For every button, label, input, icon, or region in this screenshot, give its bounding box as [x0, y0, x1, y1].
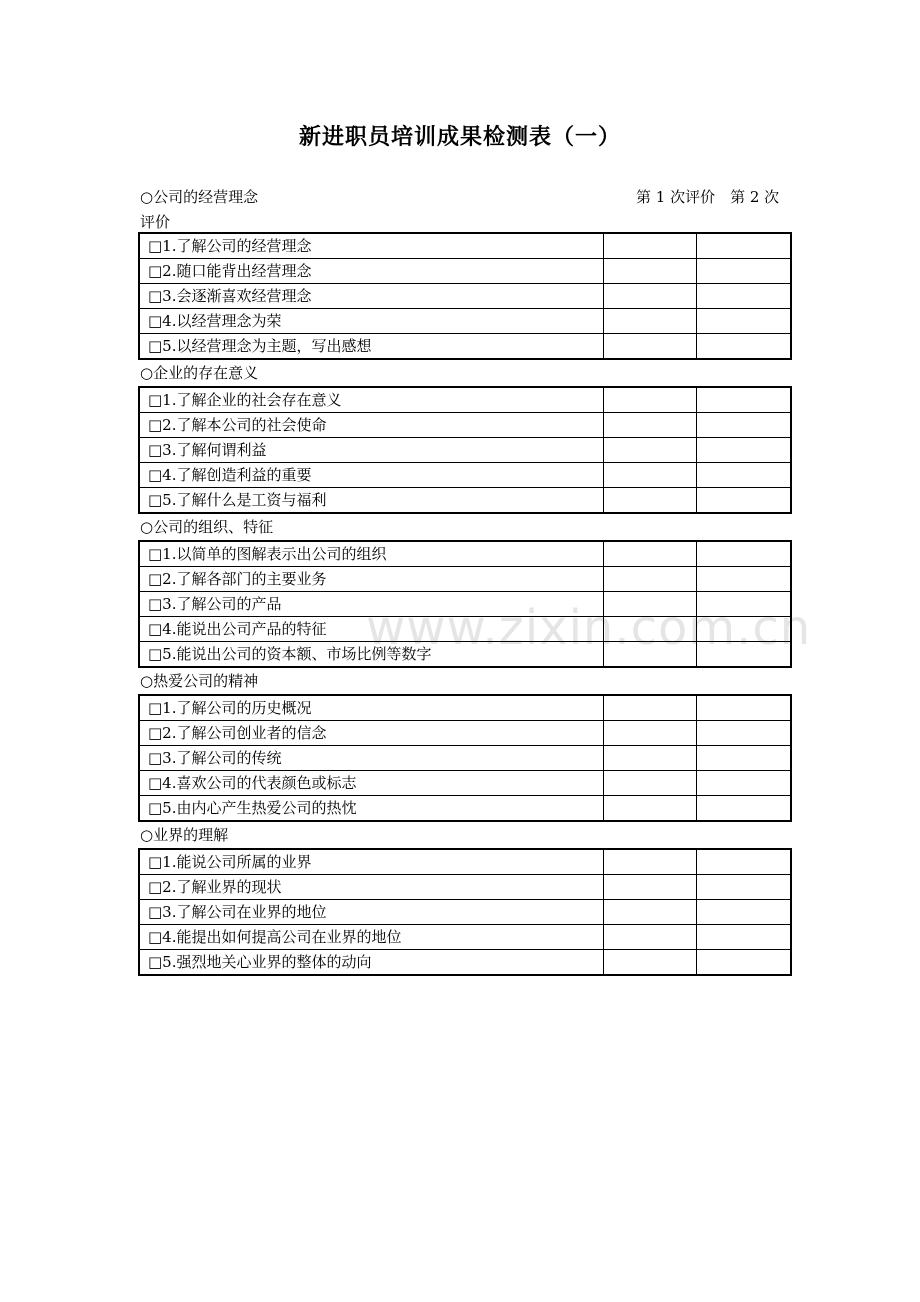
item-label: □1.了解公司的历史概况 [139, 695, 603, 721]
section-heading: ○热爱公司的精神 [140, 672, 259, 690]
second-evaluation-cell[interactable] [696, 438, 791, 463]
table-row [139, 309, 791, 334]
item-label: □3.会逐渐喜欢经营理念 [139, 284, 603, 309]
first-evaluation-cell[interactable] [603, 488, 696, 514]
second-evaluation-cell[interactable] [696, 541, 791, 567]
item-label: □3.了解公司在业界的地位 [139, 900, 603, 925]
second-evaluation-cell[interactable] [696, 334, 791, 360]
table-row [139, 695, 791, 721]
first-evaluation-cell[interactable] [603, 463, 696, 488]
section-heading: ○企业的存在意义 [140, 364, 259, 382]
section-heading: ○公司的组织、特征 [140, 518, 274, 536]
table-row [139, 796, 791, 822]
second-evaluation-cell[interactable] [696, 950, 791, 976]
table-row [139, 771, 791, 796]
section-table [138, 848, 792, 976]
item-label: □2.了解业界的现状 [139, 875, 603, 900]
first-evaluation-cell[interactable] [603, 796, 696, 822]
second-evaluation-cell[interactable] [696, 233, 791, 259]
first-evaluation-cell[interactable] [603, 695, 696, 721]
second-evaluation-cell[interactable] [696, 721, 791, 746]
first-evaluation-cell[interactable] [603, 875, 696, 900]
second-evaluation-cell[interactable] [696, 771, 791, 796]
item-label: □4.能提出如何提高公司在业界的地位 [139, 925, 603, 950]
table-row [139, 875, 791, 900]
table-row [139, 413, 791, 438]
first-evaluation-cell[interactable] [603, 387, 696, 413]
table-row [139, 438, 791, 463]
item-label: □5.能说出公司的资本额、市场比例等数字 [139, 642, 603, 668]
item-label: □4.能说出公司产品的特征 [139, 617, 603, 642]
item-label: □1.能说公司所属的业界 [139, 849, 603, 875]
item-label: □5.了解什么是工资与福利 [139, 488, 603, 514]
first-evaluation-cell[interactable] [603, 259, 696, 284]
second-evaluation-cell[interactable] [696, 567, 791, 592]
item-label: □2.随口能背出经营理念 [139, 259, 603, 284]
item-label: □2.了解各部门的主要业务 [139, 567, 603, 592]
table-row [139, 950, 791, 976]
section-table [138, 694, 792, 822]
second-evaluation-cell[interactable] [696, 259, 791, 284]
table-row [139, 849, 791, 875]
first-section-heading: ○公司的经营理念 [140, 188, 259, 206]
second-evaluation-cell[interactable] [696, 387, 791, 413]
table-row [139, 284, 791, 309]
item-label: □2.了解本公司的社会使命 [139, 413, 603, 438]
table-row [139, 642, 791, 668]
first-evaluation-cell[interactable] [603, 541, 696, 567]
table-row [139, 900, 791, 925]
table-row [139, 463, 791, 488]
item-label: □3.了解公司的传统 [139, 746, 603, 771]
first-evaluation-cell[interactable] [603, 233, 696, 259]
item-label: □4.喜欢公司的代表颜色或标志 [139, 771, 603, 796]
second-evaluation-cell[interactable] [696, 746, 791, 771]
second-evaluation-cell[interactable] [696, 642, 791, 668]
watermark: www.zixin.com.cn [366, 600, 812, 656]
form-header [140, 186, 790, 208]
first-evaluation-cell[interactable] [603, 721, 696, 746]
item-label: □5.强烈地关心业界的整体的动向 [139, 950, 603, 976]
second-evaluation-cell[interactable] [696, 617, 791, 642]
section-table [138, 232, 792, 360]
item-label: □4.以经营理念为荣 [139, 309, 603, 334]
first-evaluation-cell[interactable] [603, 334, 696, 360]
section-table [138, 386, 792, 514]
first-evaluation-cell[interactable] [603, 309, 696, 334]
table-row [139, 488, 791, 514]
second-evaluation-cell[interactable] [696, 488, 791, 514]
section-table [138, 540, 792, 668]
second-evaluation-cell[interactable] [696, 925, 791, 950]
item-label: □1.了解公司的经营理念 [139, 233, 603, 259]
second-evaluation-cell[interactable] [696, 875, 791, 900]
table-row [139, 721, 791, 746]
first-evaluation-cell[interactable] [603, 413, 696, 438]
item-label: □3.了解公司的产品 [139, 592, 603, 617]
second-evaluation-cell[interactable] [696, 463, 791, 488]
second-evaluation-cell[interactable] [696, 796, 791, 822]
table-row [139, 259, 791, 284]
page-title: 新进职员培训成果检测表（一） [298, 124, 621, 150]
table-row [139, 617, 791, 642]
table-row [139, 334, 791, 360]
first-evaluation-cell[interactable] [603, 438, 696, 463]
first-evaluation-cell[interactable] [603, 950, 696, 976]
table-row [139, 746, 791, 771]
second-evaluation-cell[interactable] [696, 849, 791, 875]
item-label: □1.以简单的图解表示出公司的组织 [139, 541, 603, 567]
table-row [139, 541, 791, 567]
first-evaluation-cell[interactable] [603, 642, 696, 668]
first-evaluation-cell[interactable] [603, 900, 696, 925]
section-heading: ○业界的理解 [140, 826, 229, 844]
first-evaluation-cell[interactable] [603, 592, 696, 617]
first-evaluation-cell[interactable] [603, 771, 696, 796]
first-evaluation-cell[interactable] [603, 617, 696, 642]
table-row [139, 387, 791, 413]
item-label: □5.以经营理念为主题，写出感想 [139, 334, 603, 360]
evaluation-sections [138, 232, 790, 976]
second-evaluation-cell[interactable] [696, 900, 791, 925]
item-label: □3.了解何谓利益 [139, 438, 603, 463]
first-evaluation-cell[interactable] [603, 746, 696, 771]
table-row [139, 592, 791, 617]
table-row [139, 233, 791, 259]
item-label: □5.由内心产生热爱公司的热忱 [139, 796, 603, 822]
evaluation-header-wrap: 评价 [140, 213, 171, 231]
first-evaluation-cell[interactable] [603, 284, 696, 309]
item-label: □4.了解创造利益的重要 [139, 463, 603, 488]
item-label: □1.了解企业的社会存在意义 [139, 387, 603, 413]
second-evaluation-cell[interactable] [696, 284, 791, 309]
first-evaluation-cell[interactable] [603, 849, 696, 875]
first-evaluation-cell[interactable] [603, 925, 696, 950]
first-evaluation-cell[interactable] [603, 567, 696, 592]
evaluation-column-headers: 第 1 次评价 第 2 次 [636, 188, 780, 206]
second-evaluation-cell[interactable] [696, 592, 791, 617]
second-evaluation-cell[interactable] [696, 695, 791, 721]
table-row [139, 567, 791, 592]
second-evaluation-cell[interactable] [696, 413, 791, 438]
second-evaluation-cell[interactable] [696, 309, 791, 334]
table-row [139, 925, 791, 950]
item-label: □2.了解公司创业者的信念 [139, 721, 603, 746]
